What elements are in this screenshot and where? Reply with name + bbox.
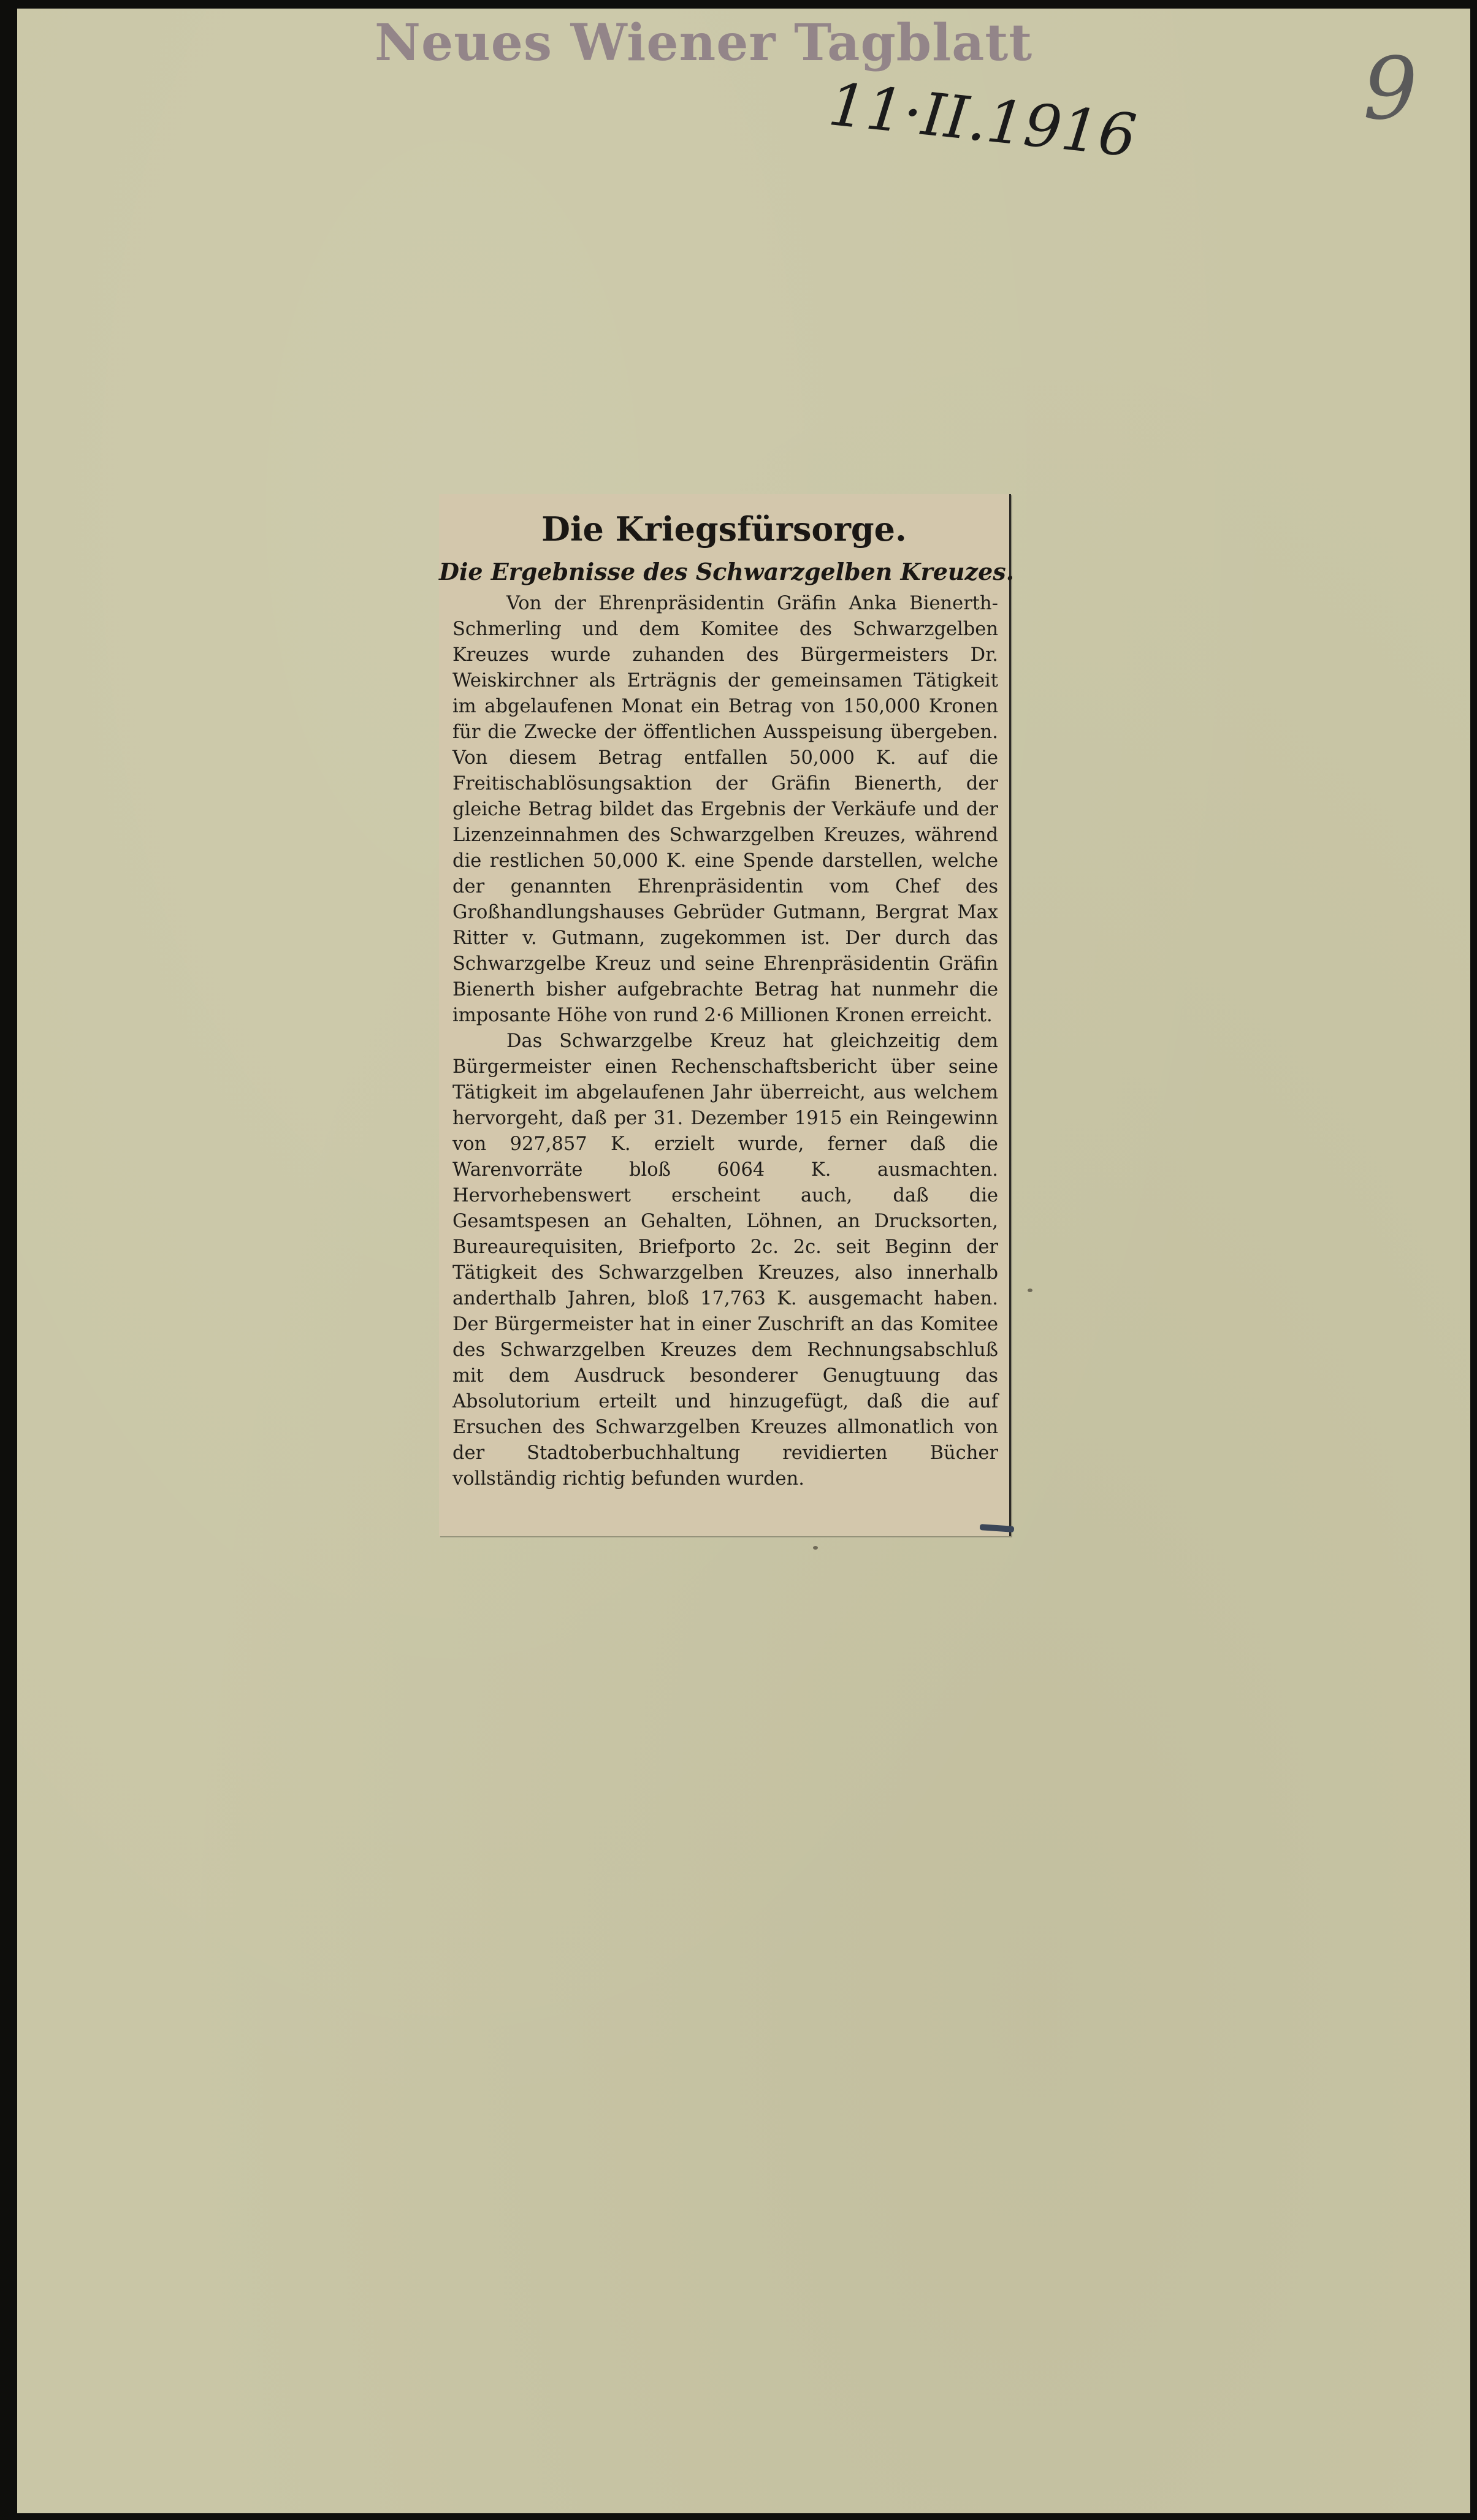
article-subheadline: Die Ergebnisse des Schwarzgelben Kreuzes.: [439, 558, 1014, 585]
article-headline: Die Kriegsfürsorge.: [541, 509, 907, 549]
paper-speck: [1028, 1289, 1032, 1292]
article-paragraph: Von der Ehrenpräsidentin Gräfin Anka Bienerth-Schmerling und dem Komitee des Schwarzgelben Kreuzes wurde zuhanden des Bürgermeisters Dr. Weiskirchner als Erträgnis der gemeinsamen Tätigkeit im abgelaufenen Monat ein Betrag von 150,000 Kronen für die Zwecke der öffentlichen Ausspeisung übergeben. Von diesem Betrag entfallen 50,000 K. auf die Freitischablösungsaktion der Gräfin Bienerth, der gleiche Betrag bildet das Ergebnis der Verkäufe und der Lizenzeinnahmen des Schwarzgelben Kreuzes, während die restlichen 50,000 K. eine Spende darstellen, welche der genannten Ehrenpräsidentin vom Chef des Großhandlungshauses Gebrüder Gutmann, Bergrat Max Ritter v. Gutmann, zugekommen ist. Der durch das Schwarzgelbe Kreuz und seine Ehrenpräsidentin Gräfin Bienerth bisher aufgebrachte Betrag hat nunmehr die imposante Höhe von rund 2·6 Millionen Kronen erreicht.: [452, 593, 998, 1026]
newspaper-name-stamp: Neues Wiener Tagblatt: [375, 13, 1033, 72]
handwritten-page-number: 9: [1363, 39, 1418, 139]
article-paragraph: Das Schwarzgelbe Kreuz hat gleichzeitig dem Bürgermeister einen Rechenschaftsbericht über seine Tätigkeit im abgelaufenen Jahr überreicht, aus welchem hervorgeht, daß per 31. Dezember 1915 ein Reingewinn von 927,857 K. erzielt wurde, ferner daß die Warenvorräte bloß 6064 K. ausmachten. Hervorhebenswert erscheint auch, daß die Gesamtspesen an Gehalten, Löhnen, an Drucksorten, Bureaurequisiten, Briefporto 2c. 2c. seit Beginn der Tätigkeit des Schwarzgelben Kreuzes, also innerhalb anderthalb Jahren, bloß 17,763 K. ausgemacht haben. Der Bürgermeister hat in einer Zuschrift an das Komitee des Schwarzgelben Kreuzes dem Rechnungsabschluß mit dem Ausdruck besonderer Genugtuung das Absolutorium erteilt und hinzugefügt, daß die auf Ersuchen des Schwarzgelben Kreuzes allmonatlich von der Stadtoberbuchhaltung revidierten Bücher vollständig richtig befunden wurden.: [452, 1030, 998, 1490]
handwritten-date: 11·II.1916: [825, 70, 1140, 171]
paper-speck: [813, 1546, 818, 1550]
newspaper-clipping: [439, 494, 1014, 1536]
archive-paper-sheet: [17, 9, 1470, 2513]
article-body: [452, 591, 998, 1492]
